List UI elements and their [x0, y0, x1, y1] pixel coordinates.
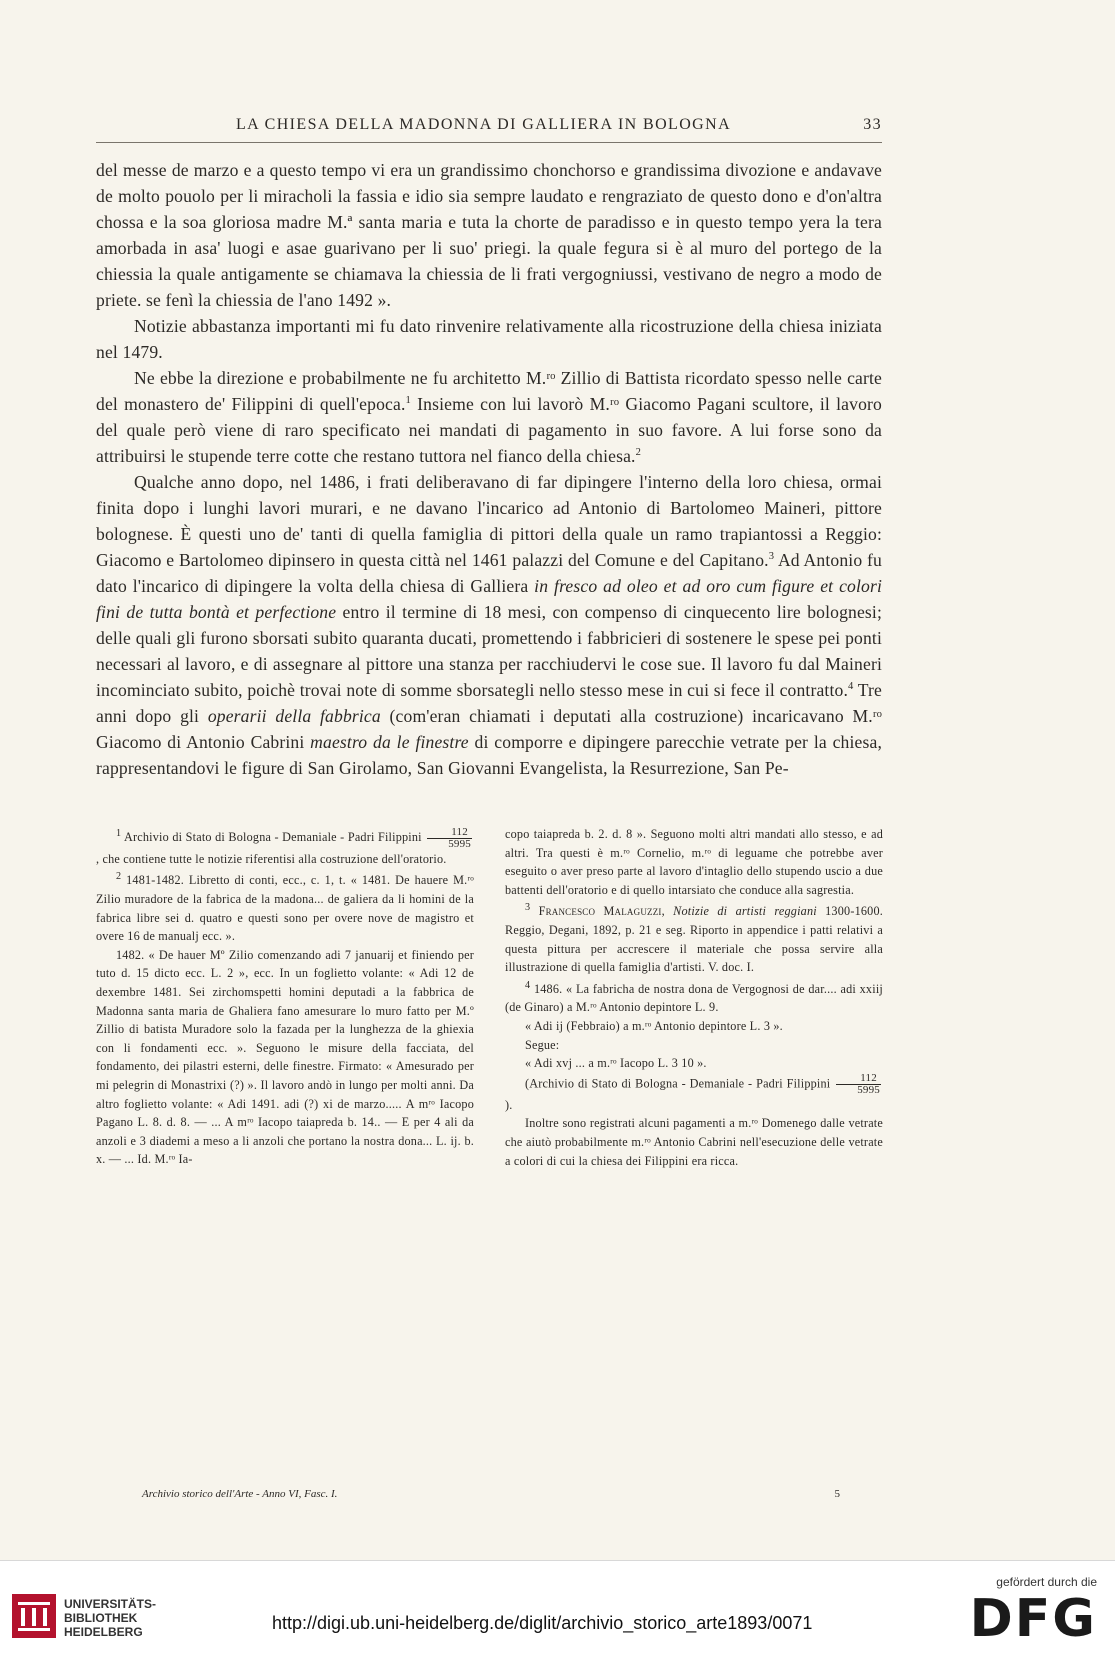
dfg-caption: gefördert durch die	[996, 1575, 1097, 1589]
running-header	[96, 112, 882, 140]
dfg-block	[927, 1575, 1097, 1649]
paragraph-1: del messe de marzo e a questo tempo vi era un grandissimo chonchorso e grandissima divozione e andavave de molto pouolo per li miracholi la fassia e idio sia sempre laudato e rengraziato de questo dono e d'on'altra chossa e la soa gloriosa madre M.ª santa maria e tuta la chorte de paradisso e in questo tempo yera la tera amorbada in asa' luogi e asae guarivano per li suo' priegi. la quale fegura si è al muro del portego de la chiessia la quale antigamente se chiamava la chiessia de li frati vergogniussi, vestivano de negro a modo de priete. se fenì la chiessia de l'ano 1492 ».	[96, 160, 882, 310]
footnote-3-author: Francesco Malaguzzi	[538, 904, 662, 919]
paragraph-4-text-d: Tre anni dopo gli	[96, 680, 882, 726]
library-name	[64, 1597, 156, 1639]
library-name-line-2: BIBLIOTHEK	[64, 1611, 138, 1625]
running-title: LA CHIESA DELLA MADONNA DI GALLIERA IN BOLOGNA	[236, 116, 732, 133]
heidelberg-library-logo-icon	[12, 1594, 56, 1638]
viewer-footer	[0, 1560, 1115, 1673]
footnote-mark-3: 3	[525, 902, 531, 914]
footnote-2	[96, 868, 474, 945]
footnote-3: $^3$ Francesco Malaguzzi, Notizie di artisti reggiani 1300-1600. Reggio, Degani, 1892, p. 21 e seg. Riporto in appendice i patti relativi a questa pittura per accrescere il materiale che possa servire alla illustrazione di quella famiglia d'artisti. V. doc. I.	[505, 902, 883, 975]
footnote-4-text-e2: ).	[505, 1097, 513, 1112]
italic-quote-1: in fresco ad oleo et ad oro cum figure et colori fini de tutta bontà et perfectione	[96, 576, 882, 622]
footnote-4-text-a: 1486. « La fabricha de nostra dona de Vergognosi de dar.... adi xxiij (de Ginaro) a M.ʳᵒ Antonio depintore L. 9.	[505, 981, 883, 1015]
paragraph-4-text-f: di comporre e dipingere parecchie vetrate per la chiesa, rappresentandovi le figure di San Girolamo, San Giovanni Evangelista, la Resurrezione, San Pe-	[96, 732, 882, 778]
footnote-4-line-d: « Adi xvj ... a m.ʳᵒ Iacopo L. 3 10 ».	[525, 1056, 707, 1071]
paragraph-4-text-a: Qualche anno dopo, nel 1486, i frati deliberavano di far dipingere l'interno della loro chiesa, ormai finita dopo i lunghi lavori murari, e ne davano l'incarico ad Antonio di Bartolomeo Maineri, pittore bolognese. È questi uno de' tanti di quella famiglia di pittori della quale un ramo trapiantossi a Reggio: Giacomo e Bartolomeo dipinsero in questa città nel 1461 palazzi del Comune e del Capitano.	[96, 472, 882, 570]
signature-mark: 5	[834, 1488, 840, 1500]
footnote-4-line-c: Segue:	[525, 1037, 560, 1052]
italic-quote-3: maestro da le finestre	[310, 732, 469, 752]
footnote-mark-4: 4	[525, 979, 531, 991]
footnote-4-line-f: Inoltre sono registrati alcuni pagamenti a m.ʳᵒ Domenego dalle vetrate che aiutò probabilmente m.ʳᵒ Antonio Cabrini nell'esecuzione delle vetrate a colori di cui la chiesa dei Filippini era ricca.	[505, 1116, 883, 1168]
footnote-ref-3[interactable]: 3	[768, 551, 775, 563]
paragraph-4-text-b: Ad Antonio fu dato l'incarico di dipingere la volta della chiesa di Galliera	[96, 550, 882, 596]
footnote-ref-4[interactable]: 4	[848, 681, 854, 693]
fraction-2-denominator: 5995	[857, 1083, 880, 1096]
fraction-2-numerator: 112	[836, 1073, 881, 1085]
footnote-4-text-e1: (Archivio di Stato di Bologna - Demaniale - Padri Filippini	[525, 1076, 835, 1091]
footnote-4-line-e	[505, 1073, 883, 1115]
header-rule	[96, 142, 882, 143]
paragraph-2: Notizie abbastanza importanti mi fu dato rinvenire relativamente alla ricostruzione della chiesa iniziata nel 1479.	[96, 316, 882, 362]
fraction-1-denominator: 5995	[448, 837, 471, 850]
footnote-3-title: Notizie di artisti reggiani	[673, 904, 817, 919]
paragraph-4	[96, 469, 882, 781]
paragraph-3-text-a: Ne ebbe la direzione e probabilmente ne fu architetto M.ʳᵒ Zillio di Battista ricordato spesso nelle carte del monastero de' Filippini di quell'epoca.	[96, 368, 882, 414]
footnote-2-continued: 1482. « De hauer Mº Zilio comenzando adi 7 januarij et finiendo per tuto d. 15 dicto ecc. L. 2 », ecc. In un foglietto volante: « Adi 12 de dexembre 1481. Sei zirchomspetti homini deputadi a la fabbrica de Madonna santa maria de Ghaliera fano amesurare lo muro fatto per M.º Zillio di batista Muradore solo la fazada per la lunghezza de la ghiexia con li fondamenti ecc. ». Seguono le misure della facciata, del fondamento, dei pilastri esterni, delle finestre. Firmato: « Amesurado per mi pelegrin di Monastrixi (?) ». Il lavoro andò in lungo per molti anni. Da altro foglietto volante: « Adi 1491. adi (?) xi de marzo..... A mʳᵒ Iacopo Pagano L. 8. d. 8. — ... A mʳᵒ Iacopo taiapreda b. 14.. — E per 4 ali da anzoli e 3 diademi a meso a li anzoli che portano la nostra dona... L. ij. b. x. — ... Id. M.ʳᵒ Ia-	[96, 947, 474, 1167]
footnote-2-text-a: 1481-1482. Libretto di conti, ecc., c. 1, t. « 1481. De hauere M.ʳᵒ Zilio muradore de la fabrica de la madona... de galiera da li homini de la fabrica libre sei d. quatro e questi sono per overe nove de magistro et overe 16 de manualj ecc. ».	[96, 873, 474, 944]
footnotes-right-column	[505, 825, 883, 1170]
italic-quote-2: operarii della fabbrica	[207, 706, 381, 726]
paragraph-3-text-b: Insieme con lui lavorò M.ʳᵒ Giacomo Pagani scultore, il lavoro del quale però viene di raro specificato nei mandati di pagamento in suo favore. A lui forse sono da attribuirsi le stupende terre cotte che restano tuttora nel fianco della chiesa.	[96, 394, 882, 466]
paragraph-4-text-e: (com'eran chiamati i deputati alla costruzione) incaricavano M.ʳᵒ Giacomo di Antonio Cabrini	[96, 706, 882, 752]
fraction-1-numerator: 112	[427, 827, 472, 839]
library-name-line-3: HEIDELBERG	[64, 1625, 143, 1639]
fraction-1	[427, 827, 472, 850]
library-name-line-1: UNIVERSITÄTS-	[64, 1597, 157, 1611]
footnote-ref-1[interactable]: 1	[405, 395, 411, 407]
journal-line: Archivio storico dell'Arte - Anno VI, Fasc. I.	[142, 1488, 338, 1500]
footnote-mark-2: 2	[116, 871, 122, 883]
footnotes-left-column	[96, 825, 474, 1169]
footnote-4	[505, 977, 883, 1017]
paragraph-3	[96, 365, 882, 469]
footnote-1-text-b: , che contiene tutte le notizie riferentisi alla costruzione dell'oratorio.	[96, 851, 447, 866]
footnote-2-tail: copo taiapreda b. 2. d. 8 ». Seguono molti altri mandati allo stesso, e ad altri. Tra questi è m.ʳᵒ Cornelio, m.ʳᵒ di leguame che potrebbe aver eseguito o aver preso parte al lavoro d'intaglio dello stupendo uscio a due battenti dell'oratorio e di quello intarsiato che conduce alla sagrestia.	[505, 827, 883, 897]
footnote-4-line-b: « Adi ij (Febbraio) a m.ʳᵒ Antonio depintore L. 3 ».	[525, 1019, 783, 1034]
dfg-logo: DFG	[969, 1589, 1097, 1649]
paragraph-4-text-c: entro il termine di 18 mesi, con compenso di cinquecento lire bolognesi; delle quali gli furono sborsati subito quaranta ducati, promettendo i fabbricieri di sostenere le spese pei ponti necessari al lavoro, e di assegnare al pittore una stanza per racchiudervi le cose sue. Il lavoro fu dal Maineri incominciato subito, poichè trovai note di somme sborsategli nello stesso mese in cui si fece il contratto.	[96, 602, 883, 700]
footnote-3-text: 1300-1600. Reggio, Degani, 1892, p. 21 e seg. Riporto in appendice i patti relativi a questa pittura per accrescere il materiale che possa servire alla illustrazione di quella famiglia d'artisti. V. doc. I.	[505, 904, 883, 975]
footnote-1	[96, 825, 474, 868]
main-text	[96, 157, 882, 781]
footnote-1-text-a: Archivio di Stato di Bologna - Demaniale - Padri Filippini	[121, 830, 426, 845]
fraction-2	[836, 1073, 881, 1096]
source-url-link[interactable]: http://digi.ub.uni-heidelberg.de/diglit/archivio_storico_arte1893/0071	[272, 1613, 813, 1633]
footnote-ref-2[interactable]: 2	[635, 447, 642, 459]
footnote-mark-1: 1	[116, 828, 122, 839]
page-number: 33	[863, 116, 882, 133]
